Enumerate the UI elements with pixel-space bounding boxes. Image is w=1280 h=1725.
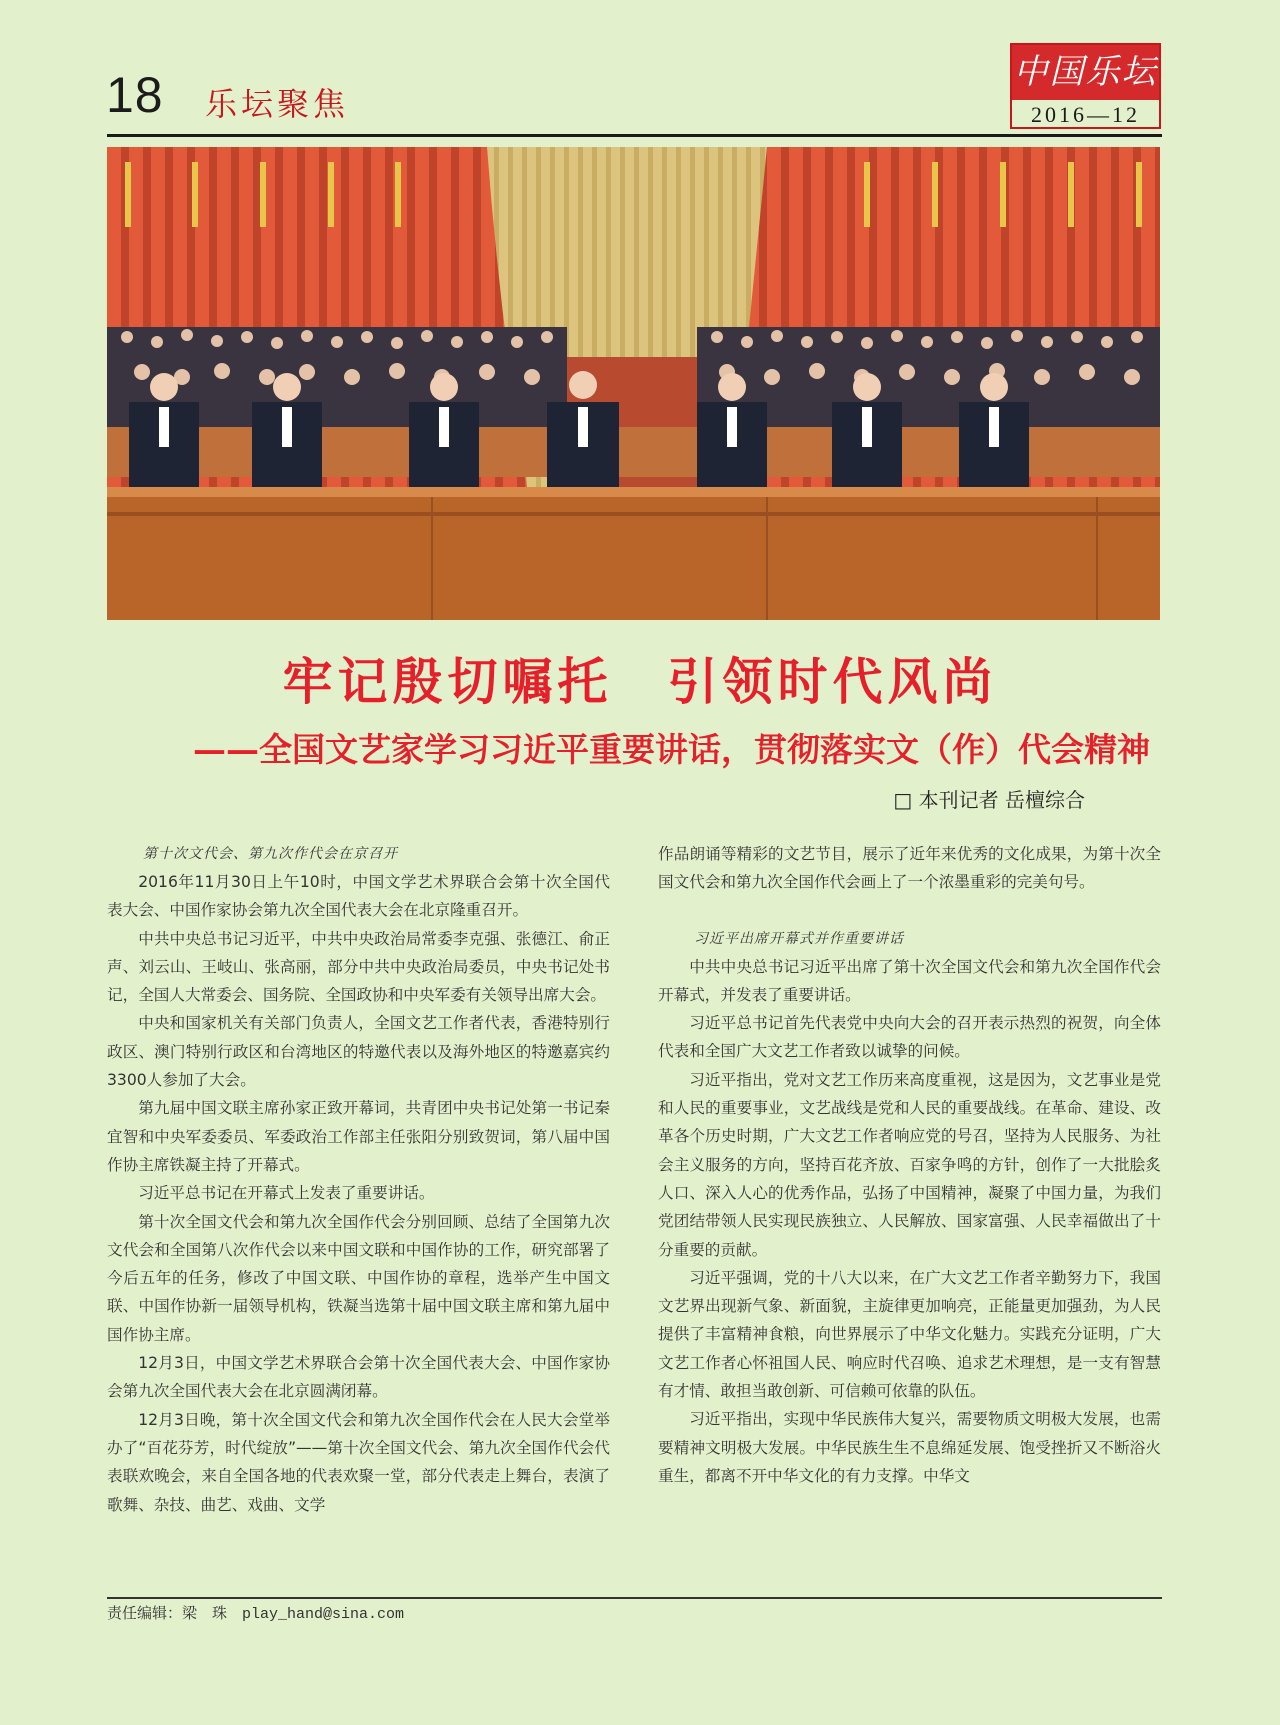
magazine-logo-text: 中国乐坛 (1012, 45, 1159, 100)
paragraph: 习近平总书记首先代表党中央向大会的召开表示热烈的祝贺，向全体代表和全国广大文艺工作者致以诚挚的问候。 (658, 1014, 1161, 1061)
section-subhead: 习近平出席开幕式并作重要讲话 (694, 930, 904, 947)
article-title: 牢记殷切嘱托 引领时代风尚 (282, 653, 998, 711)
paragraph: 12月3日晚，第十次全国文代会和第九次全国作代会在人民大会堂举办了“百花芬芳，时代绽放”——第十次全国文代会、第九次全国作代会代表联欢晚会，来自全国各地的代表欢聚一堂，部分代表走上舞台，表演了歌舞、杂技、曲艺、戏曲、文学 (107, 1410, 610, 1514)
issue-date: 2016—12 (1031, 102, 1140, 127)
editor-credit: 责任编辑：梁 珠 play_hand@sina.com (107, 1606, 405, 1623)
paragraph: 第九届中国文联主席孙家正致开幕词，共青团中央书记处第一书记秦宜智和中央军委委员、军委政治工作部主任张阳分别致贺词，第八届中国作协主席铁凝主持了开幕式。 (107, 1099, 610, 1174)
paragraph: 习近平指出，实现中华民族伟大复兴，需要物质文明极大发展，也需要精神文明极大发展。中华民族生生不息绵延发展、饱受挫折又不断浴火重生，都离不开中华文化的有力支撑。中华文 (658, 1410, 1161, 1485)
paragraph: 第十次全国文代会和第九次全国作代会分别回顾、总结了全国第九次文代会和全国第八次作代会以来中国文联和中国作协的工作，研究部署了今后五年的任务，修改了中国文联、中国作协的章程，选举产生中国文联、中国作协新一届领导机构，铁凝当选第十届中国文联主席和第九届中国作协主席。 (107, 1212, 610, 1344)
paragraph: 2016年11月30日上午10时，中国文学艺术界联合会第十次全国代表大会、中国作家协会第九次全国代表大会在北京隆重召开。 (107, 873, 610, 920)
paragraph: 中共中央总书记习近平，中共中央政治局常委李克强、张德江、俞正声、刘云山、王岐山、张高丽，部分中共中央政治局委员，中央书记处书记，全国人大常委会、国务院、全国政协和中央军委有关领导出席大会。 (107, 929, 610, 1005)
article-byline: □ 本刊记者 岳檀综合 (893, 788, 1085, 812)
spacer (658, 897, 1161, 925)
paragraph: 中共中央总书记习近平出席了第十次全国文代会和第九次全国作代会开幕式，并发表了重要讲话。 (658, 957, 1161, 1004)
conference-photo (107, 147, 1160, 620)
article-column-left (107, 840, 610, 1519)
paragraph: 12月3日，中国文学艺术界联合会第十次全国代表大会、中国作家协会第九次全国代表大会在北京圆满闭幕。 (107, 1354, 610, 1401)
magazine-logo (1010, 43, 1161, 129)
conference-photo-illustration (107, 147, 1160, 620)
article-subtitle: ——全国文艺家学习习近平重要讲话，贯彻落实文（作）代会精神 (193, 730, 1150, 769)
section-subhead: 第十次文代会、第九次作代会在京召开 (143, 846, 398, 862)
section-title: 乐坛聚焦 (205, 85, 350, 123)
header-divider (107, 134, 1162, 137)
page-number: 18 (106, 67, 164, 123)
article-column-right (658, 840, 1161, 1490)
footer-divider (107, 1597, 1162, 1599)
paragraph: 习近平强调，党的十八大以来，在广大文艺工作者辛勤努力下，我国文艺界出现新气象、新面貌，主旋律更加响亮，正能量更加强劲，为人民提供了丰富精神食粮，向世界展示了中华文化魅力。实践充分证明，广大文艺工作者心怀祖国人民、响应时代召唤、追求艺术理想，是一支有智慧有才情、敢担当敢创新、可信赖可依靠的队伍。 (658, 1268, 1161, 1401)
paragraph: 习近平总书记在开幕式上发表了重要讲话。 (138, 1184, 435, 1203)
paragraph: 习近平指出，党对文艺工作历来高度重视，这是因为，文艺事业是党和人民的重要事业，文艺战线是党和人民的重要战线。在革命、建设、改革各个历史时期，广大文艺工作者响应党的号召，坚持为人民服务、为社会主义服务的方向，坚持百花齐放、百家争鸣的方针，创作了一大批脍炙人口、深入人心的优秀作品，弘扬了中国精神，凝聚了中国力量，为我们党团结带领人民实现民族独立、人民解放、国家富强、人民幸福做出了十分重要的贡献。 (658, 1070, 1161, 1259)
paragraph-continuation: 作品朗诵等精彩的文艺节目，展示了近年来优秀的文化成果，为第十次全国文代会和第九次全国作代会画上了一个浓墨重彩的完美句号。 (658, 845, 1161, 892)
paragraph: 中央和国家机关有关部门负责人，全国文艺工作者代表，香港特别行政区、澳门特别行政区和台湾地区的特邀代表以及海外地区的特邀嘉宾约3300人参加了大会。 (107, 1014, 610, 1090)
